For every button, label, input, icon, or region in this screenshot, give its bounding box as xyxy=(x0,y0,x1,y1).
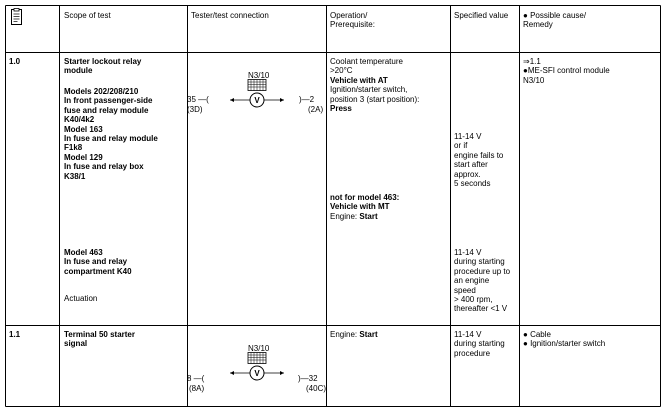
cause-list: ● Cable ● Ignition/starter switch xyxy=(523,330,606,349)
specified-value-a: 11-14 V or if engine fails to start after approx. 5 seconds xyxy=(454,132,504,189)
component-label: N3/10 xyxy=(248,344,270,353)
header-operation: Operation/ Prerequisite: xyxy=(330,11,375,30)
header-specified: Specified value xyxy=(454,11,509,20)
scope-title: Starter lockout relay module xyxy=(64,57,142,76)
specified-value: 11-14 V during starting procedure xyxy=(454,330,505,358)
bullet-icon: ● xyxy=(523,11,531,20)
left-pin: 35 —( xyxy=(187,95,209,104)
test-table xyxy=(5,5,661,407)
svg-text:V: V xyxy=(254,96,260,105)
voltmeter-diagram xyxy=(228,79,288,109)
right-pin-sub: (40C) xyxy=(306,384,327,393)
operation-mt: not for model 463: Vehicle with MT Engine: Start xyxy=(330,193,400,221)
row-number: 1.1 xyxy=(9,330,21,339)
left-pin-sub: (3D) xyxy=(187,105,203,114)
bullet-icon: ● xyxy=(523,330,531,339)
right-pin: )—2 xyxy=(299,95,315,104)
operation-conditions: Coolant temperature >20°C Vehicle with AT Ignition/starter switch, position 3 (start position): Press xyxy=(330,57,420,114)
bullet-icon: ● xyxy=(523,339,531,349)
cause-list: ⇒1.1 ●ME-SFI control module N3/10 xyxy=(523,57,610,85)
bullet-icon: ● xyxy=(523,66,528,76)
header-scope: Scope of test xyxy=(64,11,111,20)
voltmeter-icon xyxy=(230,93,284,107)
right-pin-sub: (2A) xyxy=(308,105,324,114)
connector-icon xyxy=(248,80,266,91)
voltmeter-diagram xyxy=(228,352,288,382)
cross-reference-link[interactable]: ⇒1.1 xyxy=(523,57,541,66)
left-pin: 8 —( xyxy=(187,374,205,383)
component-label: N3/10 xyxy=(248,71,270,80)
svg-text:V: V xyxy=(254,369,260,378)
voltmeter-icon xyxy=(230,366,284,380)
connector-icon xyxy=(248,353,266,364)
scope-actuation: Actuation xyxy=(64,294,98,303)
header-cause: ● Possible cause/ Remedy xyxy=(523,11,587,30)
header-tester: Tester/test connection xyxy=(191,11,269,20)
row-number: 1.0 xyxy=(9,57,21,66)
right-pin: )—32 xyxy=(298,374,318,383)
specified-value-b: 11-14 V during starting procedure up to an engine speed > 400 rpm, thereafter <1 V xyxy=(454,248,511,314)
operation-engine: Engine: Start xyxy=(330,330,378,339)
scope-model-463: Model 463 In fuse and relay compartment K40 xyxy=(64,248,132,276)
checklist-icon xyxy=(10,8,24,26)
scope-locations: Models 202/208/210 In front passenger-side fuse and relay module K40/4k2 Model 163 In fuse and relay module F1k8 Model 129 In fuse and relay box K38/1 xyxy=(64,87,158,181)
left-pin-sub: (8A) xyxy=(189,384,205,393)
scope-title: Terminal 50 starter signal xyxy=(64,330,135,349)
